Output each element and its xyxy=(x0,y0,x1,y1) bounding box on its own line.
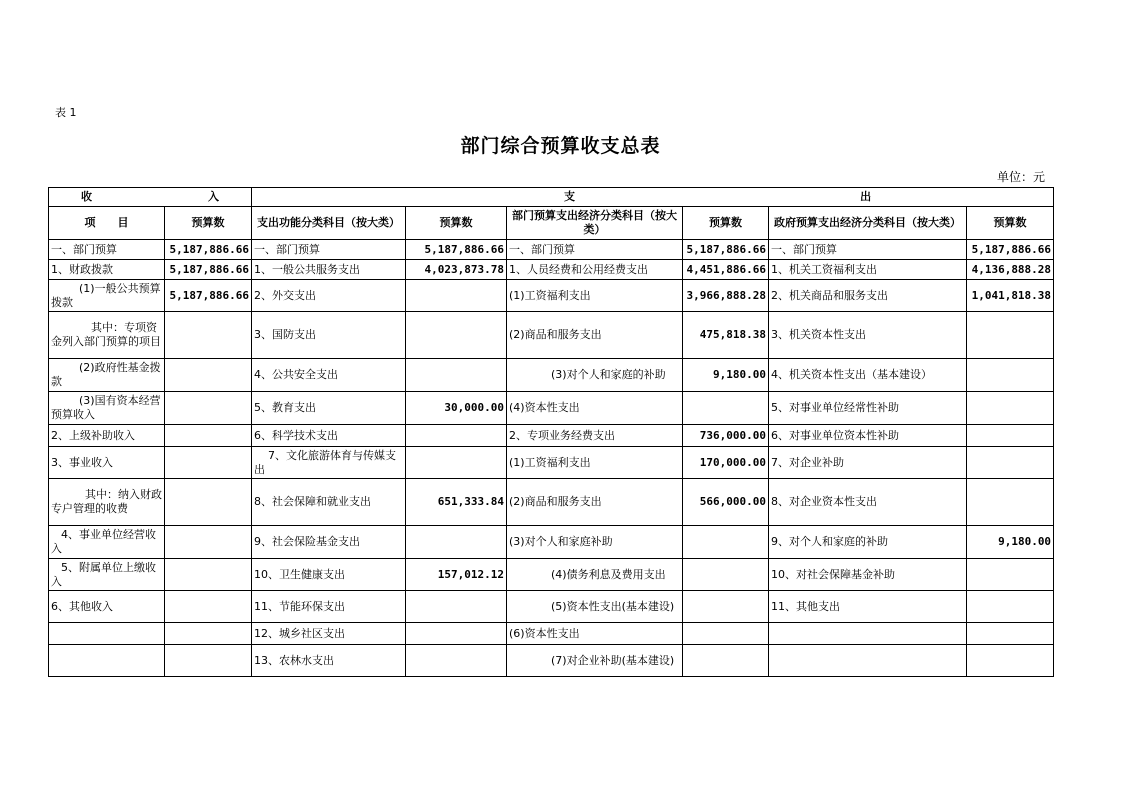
gov-item: 5、对事业单位经常性补助 xyxy=(769,392,967,425)
dept-amount: 170,000.00 xyxy=(683,447,769,479)
budget-summary-table xyxy=(48,187,1054,677)
gov-item: 11、其他支出 xyxy=(769,591,967,623)
gov-amount xyxy=(967,591,1054,623)
func-item: 8、社会保障和就业支出 xyxy=(252,479,406,526)
table-number: 表 1 xyxy=(55,106,77,119)
gov-amount xyxy=(967,479,1054,526)
gov-item: 一、部门预算 xyxy=(769,240,967,260)
gov-item: 1、机关工资福利支出 xyxy=(769,260,967,280)
income-amount xyxy=(165,645,252,677)
gov-item: 6、对事业单位资本性补助 xyxy=(769,425,967,447)
income-item: 其中：专项资金列入部门预算的项目 xyxy=(49,312,165,359)
gov-amount xyxy=(967,392,1054,425)
table-row xyxy=(49,559,1054,591)
dept-item: (1)工资福利支出 xyxy=(507,280,683,312)
table-row xyxy=(49,359,1054,392)
func-item: 6、科学技术支出 xyxy=(252,425,406,447)
gov-item: 3、机关资本性支出 xyxy=(769,312,967,359)
dept-amount xyxy=(683,559,769,591)
dept-item: (4)资本性支出 xyxy=(507,392,683,425)
table-row xyxy=(49,280,1054,312)
col-income-budget-header: 预算数 xyxy=(165,207,252,240)
income-amount xyxy=(165,392,252,425)
income-item: 一、部门预算 xyxy=(49,240,165,260)
income-amount: 5,187,886.66 xyxy=(165,260,252,280)
gov-item xyxy=(769,623,967,645)
func-item: 11、节能环保支出 xyxy=(252,591,406,623)
income-item xyxy=(49,623,165,645)
unit-label: 单位：元 xyxy=(996,170,1045,184)
income-amount xyxy=(165,312,252,359)
col-dept-econ-header: 部门预算支出经济分类科目（按大类） xyxy=(507,207,683,240)
dept-item: (2)商品和服务支出 xyxy=(507,312,683,359)
table-row xyxy=(49,425,1054,447)
dept-item: (1)工资福利支出 xyxy=(507,447,683,479)
dept-item: (7)对企业补助(基本建设) xyxy=(507,645,683,677)
income-item: 5、附属单位上缴收入 xyxy=(49,559,165,591)
func-item: 3、国防支出 xyxy=(252,312,406,359)
income-item: 其中：纳入财政专户管理的收费 xyxy=(49,479,165,526)
func-amount: 30,000.00 xyxy=(406,392,507,425)
func-item: 4、公共安全支出 xyxy=(252,359,406,392)
func-amount xyxy=(406,425,507,447)
expense-header: 支 出 xyxy=(252,188,1054,207)
dept-amount: 475,818.38 xyxy=(683,312,769,359)
dept-item: (6)资本性支出 xyxy=(507,623,683,645)
gov-item: 4、机关资本性支出（基本建设） xyxy=(769,359,967,392)
gov-amount xyxy=(967,425,1054,447)
gov-amount: 9,180.00 xyxy=(967,526,1054,559)
income-amount xyxy=(165,591,252,623)
gov-item: 2、机关商品和服务支出 xyxy=(769,280,967,312)
gov-item: 7、对企业补助 xyxy=(769,447,967,479)
func-amount xyxy=(406,312,507,359)
income-item: 3、事业收入 xyxy=(49,447,165,479)
func-amount xyxy=(406,447,507,479)
col-gov-econ-header: 政府预算支出经济分类科目（按大类） xyxy=(769,207,967,240)
table-row xyxy=(49,392,1054,425)
dept-amount: 3,966,888.28 xyxy=(683,280,769,312)
gov-amount xyxy=(967,645,1054,677)
gov-amount: 1,041,818.38 xyxy=(967,280,1054,312)
func-item: 一、部门预算 xyxy=(252,240,406,260)
gov-item: 9、对个人和家庭的补助 xyxy=(769,526,967,559)
table-row xyxy=(49,260,1054,280)
func-amount: 4,023,873.78 xyxy=(406,260,507,280)
income-item: 4、事业单位经营收入 xyxy=(49,526,165,559)
income-amount: 5,187,886.66 xyxy=(165,280,252,312)
col-item-header: 项 目 xyxy=(49,207,165,240)
dept-item: (5)资本性支出(基本建设) xyxy=(507,591,683,623)
gov-amount xyxy=(967,447,1054,479)
col-func-budget-header: 预算数 xyxy=(406,207,507,240)
gov-item xyxy=(769,645,967,677)
dept-amount xyxy=(683,392,769,425)
income-item xyxy=(49,645,165,677)
gov-amount xyxy=(967,623,1054,645)
table-row xyxy=(49,479,1054,526)
func-amount xyxy=(406,591,507,623)
dept-amount: 5,187,886.66 xyxy=(683,240,769,260)
gov-amount xyxy=(967,359,1054,392)
func-item: 5、教育支出 xyxy=(252,392,406,425)
table-row xyxy=(49,526,1054,559)
table-row xyxy=(49,240,1054,260)
func-item: 2、外交支出 xyxy=(252,280,406,312)
func-amount xyxy=(406,280,507,312)
func-amount: 651,333.84 xyxy=(406,479,507,526)
func-amount xyxy=(406,526,507,559)
income-item: 1、财政拨款 xyxy=(49,260,165,280)
table-row xyxy=(49,591,1054,623)
dept-amount xyxy=(683,526,769,559)
dept-amount: 4,451,886.66 xyxy=(683,260,769,280)
dept-amount xyxy=(683,591,769,623)
col-gov-budget-header: 预算数 xyxy=(967,207,1054,240)
header-row-2 xyxy=(49,207,1054,240)
dept-amount: 566,000.00 xyxy=(683,479,769,526)
gov-item: 8、对企业资本性支出 xyxy=(769,479,967,526)
dept-item: 一、部门预算 xyxy=(507,240,683,260)
func-amount: 5,187,886.66 xyxy=(406,240,507,260)
income-amount xyxy=(165,479,252,526)
func-amount xyxy=(406,645,507,677)
dept-item: (4)债务利息及费用支出 xyxy=(507,559,683,591)
income-amount xyxy=(165,359,252,392)
income-amount xyxy=(165,623,252,645)
table-row xyxy=(49,312,1054,359)
income-amount xyxy=(165,425,252,447)
func-item: 1、一般公共服务支出 xyxy=(252,260,406,280)
dept-item: (2)商品和服务支出 xyxy=(507,479,683,526)
dept-amount xyxy=(683,623,769,645)
dept-item: (3)对个人和家庭的补助 xyxy=(507,359,683,392)
func-amount xyxy=(406,359,507,392)
func-item: 9、社会保险基金支出 xyxy=(252,526,406,559)
dept-amount: 9,180.00 xyxy=(683,359,769,392)
income-item: 2、上级补助收入 xyxy=(49,425,165,447)
dept-item: (3)对个人和家庭补助 xyxy=(507,526,683,559)
gov-item: 10、对社会保障基金补助 xyxy=(769,559,967,591)
income-item: (1)一般公共预算拨款 xyxy=(49,280,165,312)
dept-amount xyxy=(683,645,769,677)
income-amount xyxy=(165,447,252,479)
func-item: 7、文化旅游体育与传媒支出 xyxy=(252,447,406,479)
table-row xyxy=(49,645,1054,677)
income-header: 收 入 xyxy=(49,188,252,207)
dept-item: 2、专项业务经费支出 xyxy=(507,425,683,447)
header-row-1 xyxy=(49,188,1054,207)
income-item: 6、其他收入 xyxy=(49,591,165,623)
page-title: 部门综合预算收支总表 xyxy=(460,135,661,157)
func-item: 13、农林水支出 xyxy=(252,645,406,677)
col-func-class-header: 支出功能分类科目（按大类） xyxy=(252,207,406,240)
table-row xyxy=(49,447,1054,479)
func-amount: 157,012.12 xyxy=(406,559,507,591)
income-item: (3)国有资本经营预算收入 xyxy=(49,392,165,425)
income-amount: 5,187,886.66 xyxy=(165,240,252,260)
table-row xyxy=(49,623,1054,645)
func-item: 12、城乡社区支出 xyxy=(252,623,406,645)
func-item: 10、卫生健康支出 xyxy=(252,559,406,591)
income-amount xyxy=(165,526,252,559)
col-dept-budget-header: 预算数 xyxy=(683,207,769,240)
income-item: (2)政府性基金拨款 xyxy=(49,359,165,392)
dept-item: 1、人员经费和公用经费支出 xyxy=(507,260,683,280)
dept-amount: 736,000.00 xyxy=(683,425,769,447)
gov-amount xyxy=(967,559,1054,591)
gov-amount: 5,187,886.66 xyxy=(967,240,1054,260)
gov-amount: 4,136,888.28 xyxy=(967,260,1054,280)
func-amount xyxy=(406,623,507,645)
income-amount xyxy=(165,559,252,591)
gov-amount xyxy=(967,312,1054,359)
